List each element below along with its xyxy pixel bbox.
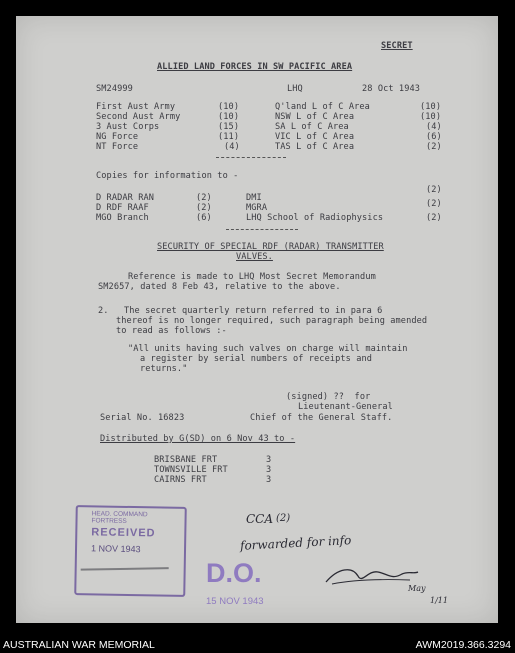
list-item: VIC L of C Area (275, 132, 355, 142)
handwritten-forwarded-note: forwarded for info (239, 533, 352, 553)
stamp-scribble (81, 567, 169, 571)
handwritten-cca: CCA (246, 512, 274, 526)
list-item-count: (2) (196, 203, 212, 213)
serial-number: Serial No. 16823 (100, 413, 185, 423)
paragraph-1-line: Reference is made to LHQ Most Secret Memorandum (128, 272, 376, 282)
handwritten-count: (2) (276, 513, 291, 524)
quoted-paragraph-line: a register by serial numbers of receipts and (140, 354, 373, 364)
list-item-count: (2) (426, 185, 442, 195)
list-item-count: (2) (196, 193, 212, 203)
divider (226, 229, 298, 230)
paragraph-number: 2. (98, 306, 109, 316)
list-item-count: (4) (224, 142, 240, 152)
list-item: TOWNSVILLE FRT (154, 465, 228, 475)
list-item: DMI (246, 193, 262, 203)
signatory-title: Chief of the General Staff. (250, 413, 393, 423)
list-item: 3 Aust Corps (96, 122, 160, 132)
handwritten-note: May (408, 584, 426, 593)
handwritten-signature (322, 562, 422, 590)
list-item: TAS L of C Area (275, 142, 355, 152)
list-item-count: (6) (196, 213, 212, 223)
handwritten-note: 1/11 (430, 596, 448, 605)
list-item-count: (2) (426, 213, 442, 223)
list-item: Second Aust Army (96, 112, 181, 122)
quoted-paragraph-line: returns." (140, 364, 188, 374)
stamp-received-label: RECEIVED (91, 526, 156, 540)
list-item-count: (2) (426, 199, 442, 209)
list-item-count: 3 (266, 475, 272, 485)
received-stamp (74, 505, 187, 597)
headquarters: LHQ (287, 84, 303, 94)
paragraph-2-line: The secret quarterly return referred to in para 6 (124, 306, 383, 316)
list-item: BRISBANE FRT (154, 455, 218, 465)
subject-heading: SECURITY OF SPECIAL RDF (RADAR) TRANSMITTER (157, 242, 384, 252)
list-item-count: (11) (218, 132, 240, 142)
signed-line: (signed) ?? for (286, 392, 371, 402)
footer-accession-number: AWM2019.366.3294 (415, 639, 511, 651)
list-item-count: (4) (426, 122, 442, 132)
list-item-count: (10) (218, 102, 240, 112)
stamp-date: 1 NOV 1943 (90, 543, 141, 555)
list-item: CAIRNS FRT (154, 475, 207, 485)
signatory-rank: Lieutenant-General (298, 402, 393, 412)
list-item: NT Force (96, 142, 139, 152)
list-item-count: (10) (420, 112, 442, 122)
list-item-count: 3 (266, 455, 272, 465)
list-item: MGRA (246, 203, 268, 213)
copies-heading: Copies for information to - (96, 171, 239, 181)
classification-marking: SECRET (381, 41, 413, 51)
list-item-count: (6) (426, 132, 442, 142)
list-item: NSW L of C Area (275, 112, 355, 122)
do-stamp: D.O. (206, 558, 262, 588)
list-item: First Aust Army (96, 102, 176, 112)
divider (216, 157, 286, 158)
stamp-unit-line: HEAD. COMMAND (91, 510, 148, 519)
list-item-count: (10) (420, 102, 442, 112)
do-stamp-date: 15 NOV 1943 (206, 596, 264, 607)
list-item-count: (10) (218, 112, 240, 122)
list-item: D RADAR RAN (96, 193, 155, 203)
quoted-paragraph-line: "All units having such valves on charge will maintain (128, 344, 408, 354)
paragraph-2-line: thereof is no longer required, such paragraph being amended (116, 316, 428, 326)
list-item: Q'land L of C Area (275, 102, 370, 112)
list-item: D RDF RAAF (96, 203, 149, 213)
document-date: 28 Oct 1943 (362, 84, 421, 94)
list-item-count: (15) (218, 122, 240, 132)
paragraph-2-line: to read as follows :- (116, 326, 227, 336)
list-item: LHQ School of Radiophysics (246, 213, 384, 223)
paragraph-1-line: SM2657, dated 8 Feb 43, relative to the above. (98, 282, 341, 292)
subject-heading-continued: VALVES. (236, 252, 273, 262)
list-item-count: (2) (426, 142, 442, 152)
document-title: ALLIED LAND FORCES IN SW PACIFIC AREA (157, 62, 353, 72)
list-item: SA L of C Area (275, 122, 349, 132)
distributed-line: Distributed by G(SD) on 6 Nov 43 to - (100, 434, 296, 444)
footer-institution: AUSTRALIAN WAR MEMORIAL (3, 639, 155, 651)
stamp-unit-line: FORTRESS (91, 517, 127, 525)
list-item: NG Force (96, 132, 139, 142)
reference-number: SM24999 (96, 84, 133, 94)
list-item: MGO Branch (96, 213, 149, 223)
list-item-count: 3 (266, 465, 272, 475)
